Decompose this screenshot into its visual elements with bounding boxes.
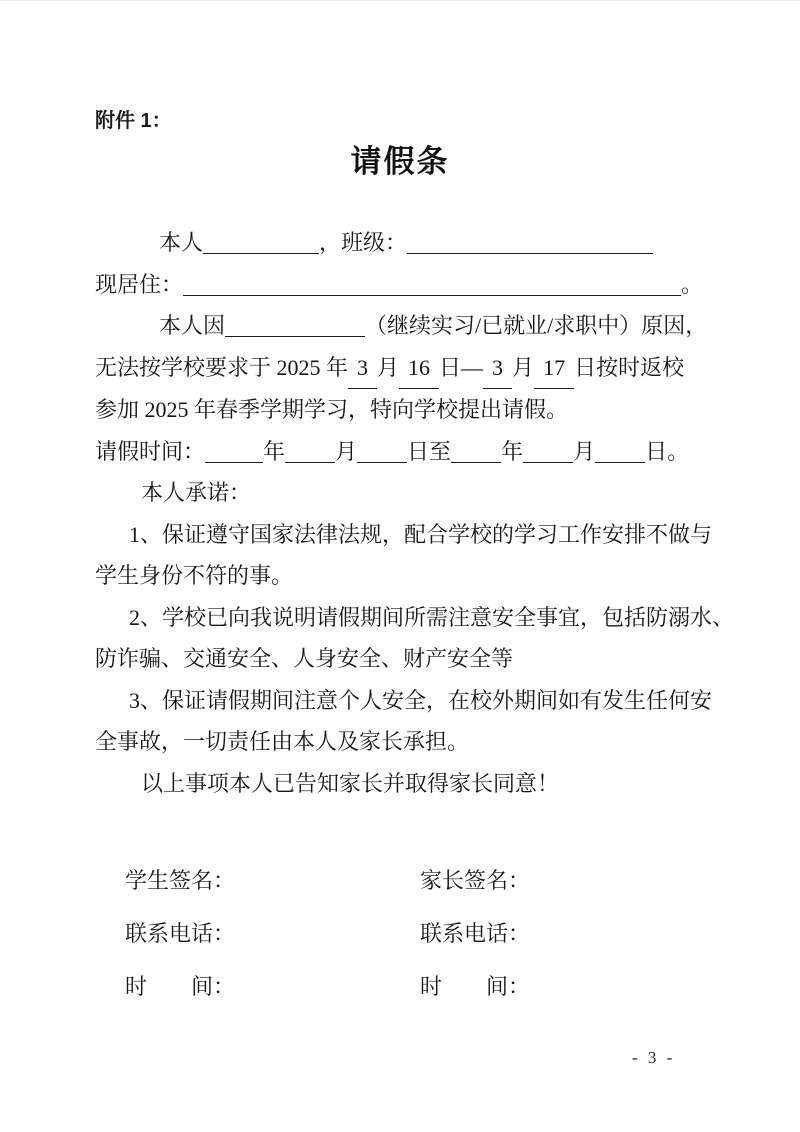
- text-segment: 以上事项本人已告知家长并取得家长同意！: [141, 770, 560, 796]
- blank-underline: [523, 440, 573, 463]
- text-segment: 无法按学校要求于 2025 年: [95, 354, 349, 380]
- signature-label-right: 时 间：: [420, 974, 531, 999]
- filled-underline-value: 3: [483, 347, 512, 390]
- body-line-4: [95, 347, 713, 390]
- text-segment: 参加 2025 年春季学期学习，特向学校提出请假。: [95, 397, 569, 422]
- text-segment: 日按时返校: [574, 354, 685, 380]
- text-segment: 日至: [407, 438, 452, 464]
- signature-row-1: [125, 854, 705, 907]
- document-body: [95, 222, 735, 804]
- filled-underline-value: 17: [534, 347, 574, 390]
- text-segment: 现居住：: [95, 271, 184, 297]
- signature-label-right: 家长签名：: [420, 868, 531, 893]
- filled-underline-value: 16: [399, 347, 439, 390]
- signature-row-2: [125, 907, 705, 960]
- text-segment: 本人承诺：: [141, 480, 252, 505]
- text-segment: 本人因: [159, 313, 226, 338]
- body-line-9: [95, 555, 713, 597]
- body-line-8: [95, 514, 713, 556]
- body-line-11: [95, 638, 713, 680]
- filled-underline-value: 3: [348, 347, 377, 390]
- text-segment: 全事故，一切责任由本人及家长承担。: [95, 729, 470, 754]
- page-title: 请假条: [350, 144, 450, 179]
- attachment-label: 附件 1：: [95, 110, 172, 132]
- signature-label-left: 学生签名：: [125, 868, 236, 893]
- blank-underline: [205, 440, 263, 463]
- signature-label-left: 时 间：: [125, 974, 236, 999]
- blank-underline: [285, 440, 335, 463]
- text-segment: 2、学校已向我说明请假期间所需注意安全事宜，包括防溺水、: [129, 604, 735, 630]
- text-segment: 日—: [439, 354, 484, 380]
- text-segment: 防诈骗、交通安全、人身安全、财产安全等: [95, 646, 514, 671]
- text-segment: 月: [573, 438, 596, 464]
- body-line-3: [95, 305, 713, 347]
- body-line-12: [95, 680, 713, 722]
- blank-underline: [183, 273, 681, 296]
- text-segment: 月: [377, 354, 400, 380]
- body-line-10: [95, 597, 735, 639]
- text-segment: 学生身份不符的事。: [95, 563, 294, 588]
- text-segment: （继续实习/已就业/求职中）原因，: [365, 313, 708, 338]
- text-segment: ，班级：: [319, 230, 408, 255]
- body-line-5: [95, 389, 713, 431]
- blank-underline: [451, 440, 501, 463]
- body-line-1: [95, 222, 713, 264]
- text-segment: 1、保证遵守国家法律法规，配合学校的学习工作安排不做与: [129, 521, 713, 547]
- page-number: - 3 -: [632, 1048, 676, 1067]
- text-segment: 月: [335, 438, 358, 464]
- signature-block: [125, 854, 705, 1013]
- text-segment: 月: [512, 354, 535, 380]
- text-segment: 3、保证请假期间注意个人安全，在校外期间如有发生任何安: [129, 687, 713, 713]
- body-line-14: [95, 763, 713, 805]
- text-segment: 请假时间：: [95, 438, 206, 464]
- blank-underline: [595, 440, 645, 463]
- blank-underline: [203, 231, 319, 254]
- text-segment: 年: [263, 438, 286, 464]
- text-segment: 。: [681, 271, 704, 297]
- body-line-6: [95, 431, 713, 473]
- text-segment: 本人: [159, 230, 204, 255]
- body-line-13: [95, 721, 713, 763]
- text-segment: 日。: [645, 438, 690, 464]
- blank-underline: [407, 231, 653, 254]
- text-segment: 年: [501, 438, 524, 464]
- body-line-7: [95, 472, 713, 514]
- blank-underline: [357, 440, 407, 463]
- blank-underline: [225, 314, 365, 337]
- signature-label-left: 联系电话：: [125, 921, 236, 946]
- signature-row-3: [125, 960, 705, 1013]
- body-line-2: [95, 264, 713, 306]
- signature-label-right: 联系电话：: [420, 921, 531, 946]
